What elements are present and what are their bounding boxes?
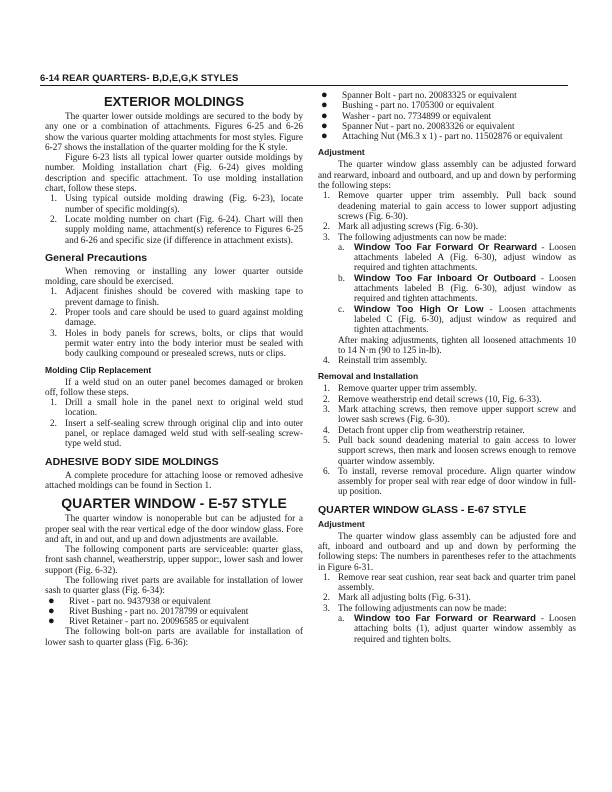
list-number: 2. bbox=[323, 394, 330, 405]
list-text: The following adjustments can now be made: bbox=[338, 603, 507, 614]
list-item bbox=[318, 91, 576, 101]
numbered-list bbox=[45, 398, 303, 449]
list-item bbox=[45, 194, 303, 215]
list-text: - Loosen attachments labeled C (Fig. 6-30), adjust window as required and tighten attachments. bbox=[354, 304, 576, 336]
list-item bbox=[318, 384, 576, 394]
list-item bbox=[318, 222, 576, 232]
list-item bbox=[318, 305, 576, 336]
list-text: Rivet - part no. 9437938 or equivalent bbox=[69, 596, 211, 607]
list-text: Spanner Nut - part no. 20083326 or equivalent bbox=[342, 121, 515, 132]
list-text: Remove weatherstrip end detail screws (10, Fig. 6-33). bbox=[338, 394, 542, 405]
list-number: 4. bbox=[323, 356, 330, 367]
list-item bbox=[318, 243, 576, 274]
paragraph: The following rivet parts are available for installation of lower sash to quarter glass (Fig. 6-34): bbox=[45, 575, 303, 597]
list-text: Locate molding number on chart (Fig. 6-24). Chart will then supply molding name, attachment(s) reference to Figures 6-25 and 6-26 and specific size (if difference in attachment exists). bbox=[65, 214, 303, 246]
list-text: Spanner Bolt - part no. 20083325 or equivalent bbox=[342, 91, 517, 101]
list-text: Mark all adjusting bolts (Fig. 6-31). bbox=[338, 593, 471, 604]
removal-installation-heading: Removal and Installation bbox=[318, 371, 419, 382]
list-item bbox=[45, 398, 303, 419]
bold-term: Window Too High Or Low bbox=[354, 303, 484, 315]
list-number: 5. bbox=[323, 435, 330, 446]
header-rule bbox=[40, 85, 568, 86]
numbered-list bbox=[45, 287, 303, 359]
list-item bbox=[45, 617, 303, 627]
list-text: Proper tools and care should be used to guard against molding damage. bbox=[65, 308, 303, 329]
paragraph: Figure 6-23 lists all typical lower quarter outside moldings by number. Molding installation chart (Fig. 6-24) gives molding description and specific attachment. To use molding installation chart, follow these steps. bbox=[45, 153, 303, 195]
list-item bbox=[318, 119, 576, 132]
rivet-parts-list bbox=[45, 594, 303, 628]
list-number: 1. bbox=[323, 191, 330, 202]
exterior-moldings-heading: EXTERIOR MOLDINGS bbox=[103, 94, 245, 109]
list-item bbox=[45, 419, 303, 450]
adjustment-heading: Adjustment bbox=[318, 147, 365, 158]
list-letter: a. bbox=[338, 242, 345, 253]
adhesive-moldings-heading: ADHESIVE BODY SIDE MOLDINGS bbox=[45, 455, 219, 468]
right-column bbox=[318, 91, 576, 645]
list-item bbox=[45, 594, 303, 607]
list-item bbox=[45, 287, 303, 308]
list-text: Attaching Nut (M6.3 x 1) - part no. 11502876 or equivalent bbox=[342, 132, 563, 143]
list-number: 3. bbox=[323, 232, 330, 243]
list-item bbox=[318, 436, 576, 467]
paragraph: The quarter window glass assembly can be adjusted fore and aft, inboard and outboard and up and down by performing the following steps: The numbers in parentheses refer to the attachments in Figure 6-31. bbox=[318, 531, 576, 573]
list-text: Pull back sound deadening material to gain access to lower support screws, then mark and loosen screws enough to remove quarter window assembly. bbox=[338, 435, 576, 467]
paragraph: The quarter window glass assembly can be adjusted forward and rearward, inboard and outboard, and up and down by performing the following steps: bbox=[318, 160, 576, 192]
bullet-icon: ● bbox=[321, 89, 328, 101]
list-item bbox=[318, 426, 576, 436]
paragraph: If a weld stud on an outer panel becomes damaged or broken off, follow these steps. bbox=[45, 377, 303, 398]
list-text: - Loosen attaching bolts (1), adjust quarter window assembly as required and tighten bolts. bbox=[354, 614, 576, 645]
left-column bbox=[45, 91, 303, 648]
list-number: 3. bbox=[323, 405, 330, 416]
paragraph: When removing or installing any lower quarter outside molding, care should be exercised. bbox=[45, 266, 303, 288]
numbered-list bbox=[318, 191, 576, 242]
paragraph: After making adjustments, tighten all loosened attachments 10 to 14 N·m (90 to 125 in-lb). bbox=[338, 335, 576, 356]
bold-term: Window Too Far Inboard Or Outboard bbox=[354, 272, 537, 284]
list-text: Insert a self-sealing screw through original clip and into outer panel, or replace damaged weld stud with self-sealing screw-type weld stud. bbox=[65, 418, 303, 450]
list-item bbox=[318, 573, 576, 594]
bullet-icon: ● bbox=[321, 119, 328, 132]
sub-list bbox=[318, 243, 576, 336]
list-text: To install, reverse removal procedure. Align quarter window assembly for proper seal with rear edge of door window in full-up position. bbox=[338, 466, 576, 498]
sub-list bbox=[318, 614, 576, 645]
list-text: Reinstall trim assembly. bbox=[338, 356, 428, 367]
list-number: 4. bbox=[323, 425, 330, 436]
numbered-list bbox=[318, 356, 576, 366]
list-text: - Loosen attachments labeled B (Fig. 6-30), adjust window as required and tighten attachments. bbox=[354, 273, 576, 305]
list-text: Mark all adjusting screws (Fig. 6-30). bbox=[338, 222, 479, 233]
list-number: 3. bbox=[50, 328, 57, 339]
list-item bbox=[318, 356, 576, 366]
quarter-window-glass-heading: QUARTER WINDOW GLASS - E-67 STYLE bbox=[318, 503, 527, 516]
list-item bbox=[318, 132, 576, 142]
paragraph: The quarter window is nonoperable but can be adjusted for a proper seal with the rear vertical edge of the door window glass. Fore and aft, in and out, and up and down adjustments are available. bbox=[45, 514, 303, 545]
paragraph: A complete procedure for attaching loose or removed adhesive attached moldings can be found in Section 1. bbox=[45, 470, 303, 491]
list-number: 1. bbox=[323, 572, 330, 583]
paragraph: The quarter lower outside moldings are secured to the body by any one or a combination of attachments. Figures 6-25 and 6-26 show the various quarter molding attachments for most styles. Figure 6-27 shows the installation of the quarter molding for the K style. bbox=[45, 112, 303, 153]
list-number: 1. bbox=[50, 398, 57, 409]
list-text: Adjacent finishes should be covered with masking tape to prevent damage to finish. bbox=[65, 287, 303, 308]
quarter-window-heading: QUARTER WINDOW - E-57 STYLE bbox=[61, 495, 287, 512]
list-item bbox=[318, 395, 576, 405]
list-letter: b. bbox=[338, 273, 345, 284]
list-item bbox=[45, 329, 303, 360]
bullet-icon: ● bbox=[321, 130, 328, 143]
list-item bbox=[45, 604, 303, 617]
bold-term: Window Too Far Forward Or Rearward bbox=[354, 241, 537, 253]
list-letter: a. bbox=[338, 614, 345, 625]
list-item bbox=[318, 101, 576, 111]
list-item bbox=[318, 614, 576, 645]
list-item bbox=[318, 593, 576, 603]
list-letter: c. bbox=[338, 304, 345, 315]
list-text: Rivet Bushing - part no. 20178799 or equivalent bbox=[69, 606, 249, 617]
list-number: 3. bbox=[323, 603, 330, 614]
list-item bbox=[318, 109, 576, 122]
bold-term: Window too Far Forward or Rearward bbox=[354, 613, 536, 625]
general-precautions-heading: General Precautions bbox=[45, 251, 148, 264]
list-text: The following adjustments can now be made: bbox=[338, 232, 507, 243]
list-text: Drill a small hole in the panel next to original weld stud location. bbox=[65, 398, 303, 419]
list-number: 1. bbox=[50, 287, 57, 298]
list-number: 2. bbox=[323, 593, 330, 604]
list-number: 1. bbox=[323, 384, 330, 395]
list-number: 6. bbox=[323, 466, 330, 477]
list-item bbox=[318, 405, 576, 426]
list-text: Remove quarter upper trim assembly. Pull back sound deadening material to gain access to lower support adjusting screws (Fig. 6-30). bbox=[338, 191, 576, 222]
bullet-icon: ● bbox=[48, 615, 55, 628]
list-text: Mark attaching screws, then remove upper support screw and lower sash screws (Fig. 6-30). bbox=[338, 405, 576, 426]
list-text: Detach front upper clip from weatherstrip retainer. bbox=[338, 425, 525, 436]
list-text: Holes in body panels for screws, bolts, or clips that would permit water entry into the body interior must be sealed with body caulking compound or presealed screws, nuts or clips. bbox=[65, 328, 303, 360]
adjustment-heading: Adjustment bbox=[318, 518, 365, 529]
list-number: 2. bbox=[323, 222, 330, 233]
numbered-list bbox=[318, 573, 576, 614]
bolt-parts-list bbox=[318, 91, 576, 142]
list-text: Rivet Retainer - part no. 20096585 or equivalent bbox=[69, 617, 249, 628]
numbered-list bbox=[318, 384, 576, 497]
list-text: Bushing - part no. 1705300 or equivalent bbox=[342, 101, 495, 112]
numbered-list bbox=[45, 194, 303, 245]
list-item bbox=[318, 274, 576, 305]
paragraph: The following component parts are serviceable: quarter glass, front sash channel, weatherstrip, upper suppor:, lower sash and lower support (Fig. 6-32). bbox=[45, 545, 303, 576]
bullet-icon: ● bbox=[48, 604, 55, 617]
bullet-icon: ● bbox=[321, 109, 328, 122]
paragraph: The following bolt-on parts are available for installation of lower sash to quarter glass (Fig. 6-36): bbox=[45, 627, 303, 648]
list-item bbox=[45, 308, 303, 329]
molding-clip-replacement-heading: Molding Clip Replacement bbox=[45, 364, 152, 375]
list-text: - Loosen attachments labeled A (Fig. 6-30), adjust window as required and tighten attachments. bbox=[354, 242, 576, 274]
list-text: Washer - part no. 7734899 or equivalent bbox=[342, 111, 492, 122]
list-text: Using typical outside molding drawing (Fig. 6-23), locate number of specific molding(s). bbox=[65, 194, 303, 215]
list-text: Remove quarter upper trim assembly. bbox=[338, 384, 477, 395]
list-item bbox=[318, 467, 576, 498]
list-number: 2. bbox=[50, 418, 57, 429]
bullet-icon: ● bbox=[321, 99, 328, 112]
bullet-icon: ● bbox=[48, 594, 55, 607]
list-item bbox=[318, 191, 576, 222]
list-number: 2. bbox=[50, 308, 57, 319]
list-number: 2. bbox=[50, 214, 57, 225]
page-header: 6-14 REAR QUARTERS- B,D,E,G,K STYLES bbox=[40, 73, 239, 84]
list-item bbox=[45, 215, 303, 246]
list-number: 1. bbox=[50, 194, 57, 205]
list-text: Remove rear seat cushion, rear seat back and quarter trim panel assembly. bbox=[338, 572, 576, 594]
